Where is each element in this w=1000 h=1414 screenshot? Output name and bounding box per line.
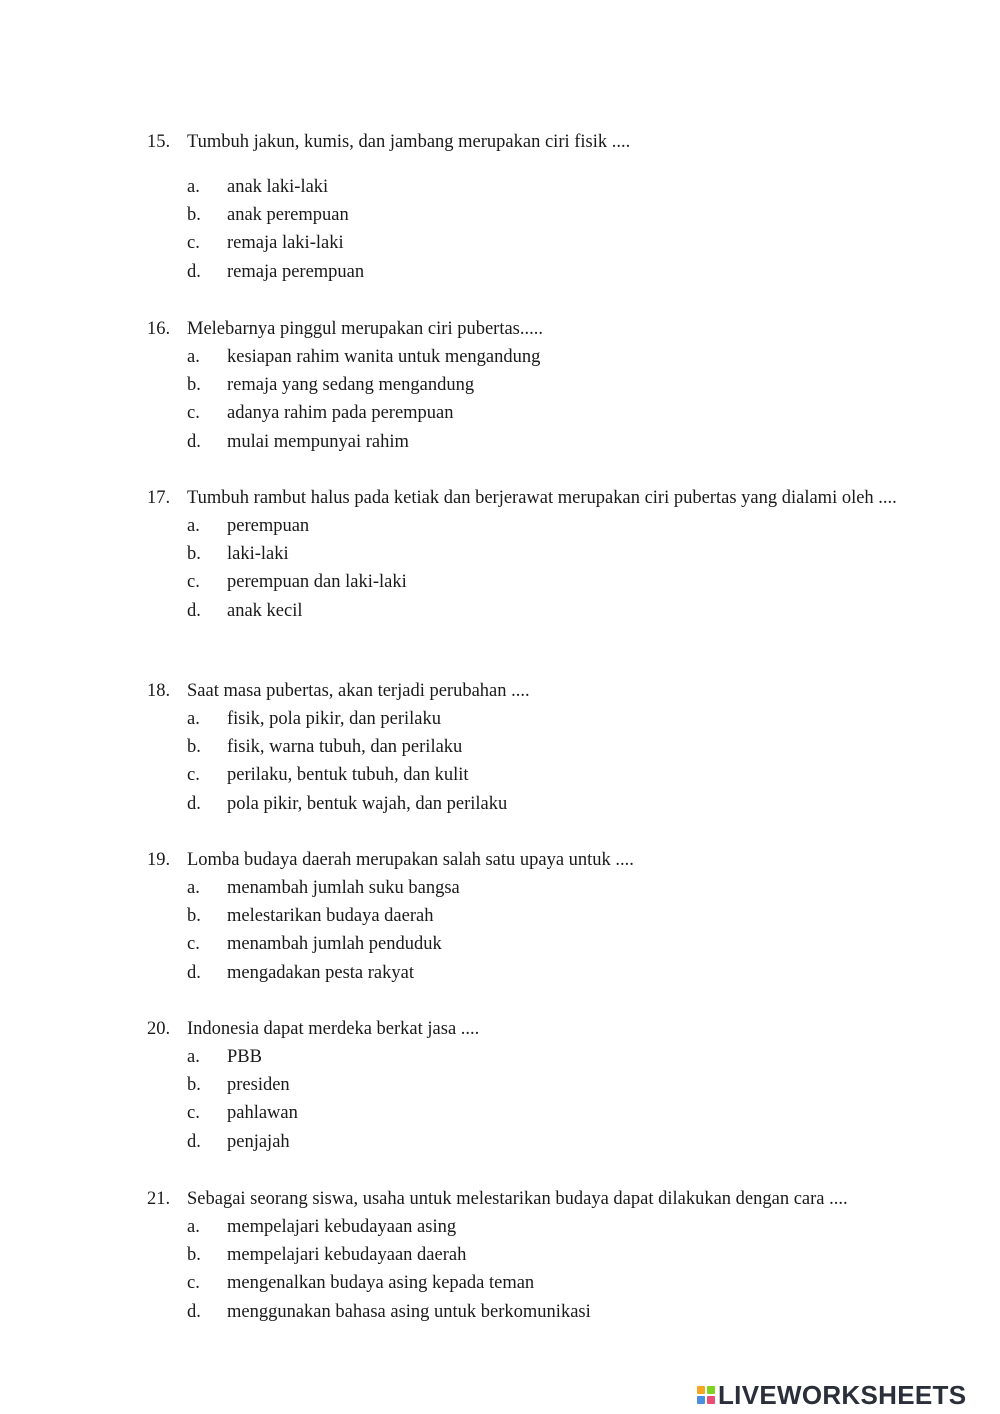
option-letter: a. [187,347,200,367]
option-letter: d. [187,1301,201,1322]
option-text: PBB [227,1047,262,1067]
option-text: melestarikan budaya daerah [227,906,434,927]
question-text: Saat masa pubertas, akan terjadi perubahan .... [187,681,530,701]
option-d[interactable] [187,961,917,989]
option-text: kesiapan rahim wanita untuk mengandung [227,347,541,367]
option-b[interactable] [187,735,917,763]
question-number: 17. [147,488,171,508]
option-letter: b. [187,906,201,927]
option-text: laki-laki [227,544,289,565]
option-text: pola pikir, bentuk wajah, dan perilaku [227,793,508,814]
options-list [187,707,917,820]
logo-square [707,1396,715,1404]
option-b[interactable] [187,1073,917,1101]
option-letter: a. [187,709,200,729]
question-number: 19. [147,850,171,870]
question-17 [147,486,917,627]
option-d[interactable] [187,430,917,458]
option-b[interactable] [187,203,917,231]
option-text: remaja perempuan [227,261,365,282]
option-letter: c. [187,1103,200,1124]
option-letter: c. [187,572,200,593]
option-text: perempuan [227,516,310,536]
option-letter: b. [187,737,201,758]
option-c[interactable] [187,1271,917,1299]
option-b[interactable] [187,542,917,570]
option-c[interactable] [187,763,917,791]
option-letter: d. [187,600,201,621]
question-number: 18. [147,681,171,701]
option-text: mengadakan pesta rakyat [227,962,414,983]
option-text: pahlawan [227,1103,298,1124]
option-text: anak perempuan [227,205,349,226]
option-text: mengenalkan budaya asing kepada teman [227,1273,535,1294]
option-text: adanya rahim pada perempuan [227,403,454,424]
option-d[interactable] [187,260,917,288]
logo-square [707,1386,715,1394]
options-list [187,345,917,458]
logo-squares-icon [697,1386,715,1404]
option-d[interactable] [187,599,917,627]
option-b[interactable] [187,904,917,932]
question-15 [147,130,917,288]
option-text: fisik, pola pikir, dan perilaku [227,709,442,729]
question-20 [147,1017,917,1158]
option-letter: c. [187,1273,200,1294]
option-letter: a. [187,1047,200,1067]
option-letter: d. [187,431,201,452]
option-letter: a. [187,516,200,536]
option-a[interactable] [187,876,917,904]
option-text: perempuan dan laki-laki [227,572,407,593]
option-a[interactable] [187,345,917,373]
option-text: fisik, warna tubuh, dan perilaku [227,737,463,758]
question-16 [147,317,917,458]
option-text: menambah jumlah suku bangsa [227,878,460,898]
liveworksheets-logo[interactable] [697,1381,966,1409]
option-text: mulai mempunyai rahim [227,431,409,452]
option-text: anak laki-laki [227,177,329,197]
question-text: Lomba budaya daerah merupakan salah satu upaya untuk .... [187,850,634,870]
options-list [187,175,917,288]
option-text: menambah jumlah penduduk [227,934,442,955]
options-list [187,514,917,627]
option-text: remaja yang sedang mengandung [227,375,475,396]
option-text: presiden [227,1075,290,1096]
option-a[interactable] [187,1215,917,1243]
option-text: penjajah [227,1131,290,1152]
option-letter: b. [187,375,201,396]
option-a[interactable] [187,514,917,542]
option-letter: a. [187,878,200,898]
option-c[interactable] [187,1101,917,1129]
question-number: 15. [147,132,171,152]
option-letter: a. [187,177,200,197]
option-letter: b. [187,544,201,565]
option-text: menggunakan bahasa asing untuk berkomunikasi [227,1301,591,1322]
option-letter: b. [187,1245,201,1266]
option-letter: c. [187,403,200,424]
question-text: Tumbuh jakun, kumis, dan jambang merupakan ciri fisik .... [187,132,631,152]
option-letter: c. [187,765,200,786]
option-text: mempelajari kebudayaan daerah [227,1245,467,1266]
logo-square [697,1396,705,1404]
option-letter: c. [187,934,200,955]
option-c[interactable] [187,932,917,960]
question-number: 16. [147,319,171,339]
option-b[interactable] [187,373,917,401]
option-a[interactable] [187,1045,917,1073]
option-a[interactable] [187,175,917,203]
question-18 [147,679,917,820]
option-a[interactable] [187,707,917,735]
option-c[interactable] [187,401,917,429]
option-letter: c. [187,233,200,254]
question-text: Indonesia dapat merdeka berkat jasa .... [187,1019,480,1039]
option-c[interactable] [187,570,917,598]
question-21 [147,1187,917,1328]
option-letter: d. [187,793,201,814]
question-number: 20. [147,1019,171,1039]
option-letter: d. [187,261,201,282]
question-text: Melebarnya pinggul merupakan ciri pubertas..... [187,319,544,339]
option-letter: b. [187,205,201,226]
option-letter: a. [187,1217,200,1237]
question-number: 21. [147,1189,171,1209]
option-c[interactable] [187,231,917,259]
option-b[interactable] [187,1243,917,1271]
options-list [187,876,917,989]
option-text: remaja laki-laki [227,233,344,254]
option-text: anak kecil [227,600,303,621]
logo-square [697,1386,705,1394]
question-text: Tumbuh rambut halus pada ketiak dan berjerawat merupakan ciri pubertas yang dialami oleh .... [187,488,897,508]
option-letter: d. [187,962,201,983]
question-text: Sebagai seorang siswa, usaha untuk melestarikan budaya dapat dilakukan dengan cara .... [187,1189,848,1209]
options-list [187,1215,917,1328]
option-text: mempelajari kebudayaan asing [227,1217,457,1237]
option-text: perilaku, bentuk tubuh, dan kulit [227,765,469,786]
question-19 [147,848,917,989]
option-letter: b. [187,1075,201,1096]
option-letter: d. [187,1131,201,1152]
option-d[interactable] [187,1130,917,1158]
option-d[interactable] [187,1300,917,1328]
options-list [187,1045,917,1158]
logo-text: LIVEWORKSHEETS [718,1379,967,1410]
option-d[interactable] [187,792,917,820]
